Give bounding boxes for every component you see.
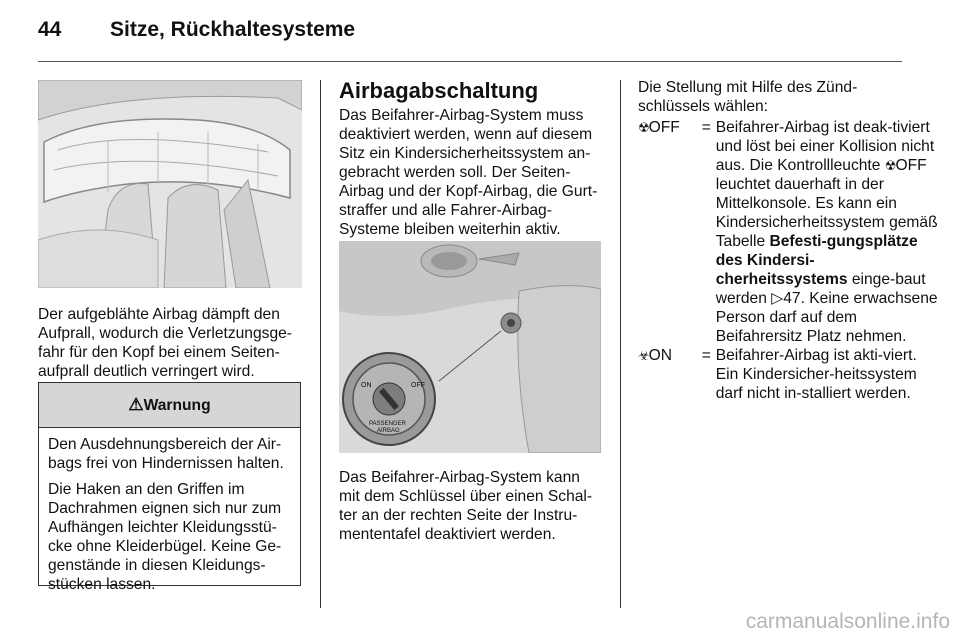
page-header [38, 18, 355, 42]
off-key-text: OFF [648, 119, 680, 136]
warning-paragraph-2: Die Haken an den Griffen im Dachrahmen eignen sich nur zum Aufhängen leichter Kleidungsstü-cke ohne Kleiderbügel. Keine Ge-genstände in diesen Kleidungs-stücken lassen. [48, 481, 282, 593]
head-airbag-illustration [38, 80, 302, 288]
section-heading: Airbagabschaltung [339, 78, 539, 103]
airbag-on-icon: ☣ [638, 348, 649, 363]
switch-off-label: OFF [411, 382, 425, 389]
off-text-4: . Keine erwachsene Person darf auf dem Beifahrersitz Platz nehmen. [715, 290, 938, 345]
footer-watermark: carmanualsonline.info [745, 610, 950, 633]
on-description: Beifahrer-Airbag ist akti-viert. Ein Kindersicher-heitssystem darf nicht in-stalliert werden. [715, 347, 917, 402]
table-reference: Befesti-gungsplätze des Kindersi-cherheitssystems [715, 233, 918, 288]
airbag-switch-drawing [339, 241, 601, 453]
switch-passenger-label: PASSENGER [369, 421, 406, 427]
switch-caption: Das Beifahrer-Airbag-System kann mit dem Schlüssel über einen Schal-ter an der rechten Seite der Instru-mententafel deaktiviert werden. [339, 469, 593, 543]
warning-body [39, 428, 300, 594]
on-key [638, 346, 702, 403]
page-reference-link[interactable]: 47 [783, 290, 801, 307]
switch-on-label: ON [361, 382, 372, 389]
warning-title: Warnung [143, 397, 211, 414]
on-key-text: ON [648, 347, 673, 364]
off-text-2: leuchtet dauerhaft in der Mittelkonsole. Es kann ein Kindersicherheitssystem gemäß Tabelle [715, 176, 938, 250]
caption-text: Der aufgeblähte Airbag dämpft den Aufprall, wodurch die Verletzungsge-fahr für den Kopf bei einem Seiten-aufprall deutlich verringert wird. [38, 306, 292, 380]
middle-text [339, 78, 605, 239]
header-rule [38, 61, 902, 62]
page-ref-arrow-icon: ▷ [771, 290, 784, 307]
off-item [638, 118, 940, 346]
right-text [638, 78, 940, 403]
off-eq: = [701, 119, 711, 136]
warning-box [38, 382, 301, 593]
off-inline-key: OFF [895, 157, 927, 174]
page-number: 44 [38, 18, 62, 41]
right-intro: Die Stellung mit Hilfe des Zünd-schlüssels wählen: [638, 79, 858, 115]
warning-header [39, 383, 300, 428]
switch-airbag-label: AIRBAG [377, 428, 400, 434]
warning-paragraph-1: Den Ausdehnungsbereich der Air-bags frei von Hindernissen halten. [48, 436, 284, 472]
airbag-off-inline-icon: ☢ [884, 158, 896, 173]
page-title: Sitze, Rückhaltesysteme [110, 18, 356, 41]
section-intro: Das Beifahrer-Airbag-System muss deaktiviert werden, wenn auf diesem Sitz ein Kindersicherheitssystem an-gebracht werden soll. Der Seiten-Airbag und der Kopf-Airbag, die Gurt-straffer und alle Fahrer-Airbag-Systeme bleiben weiterhin aktiv. [339, 107, 598, 238]
on-eq: = [701, 347, 711, 364]
warning-triangle-icon: ⚠ [128, 395, 144, 414]
off-text-3: einge-baut werden [715, 271, 926, 307]
middle-caption [339, 468, 605, 544]
off-text-1: Beifahrer-Airbag ist deak-tiviert und löst bei einer Kollision nicht aus. Die Kontrollleuchte [715, 119, 935, 174]
off-description [716, 118, 940, 346]
column-divider-2 [620, 80, 621, 608]
airbag-switch-illustration [339, 241, 601, 453]
off-key [638, 118, 702, 346]
left-caption [38, 305, 304, 381]
head-airbag-drawing [38, 80, 302, 288]
airbag-off-icon: ☢ [638, 120, 649, 135]
column-divider-1 [320, 80, 321, 608]
on-item [638, 346, 940, 403]
